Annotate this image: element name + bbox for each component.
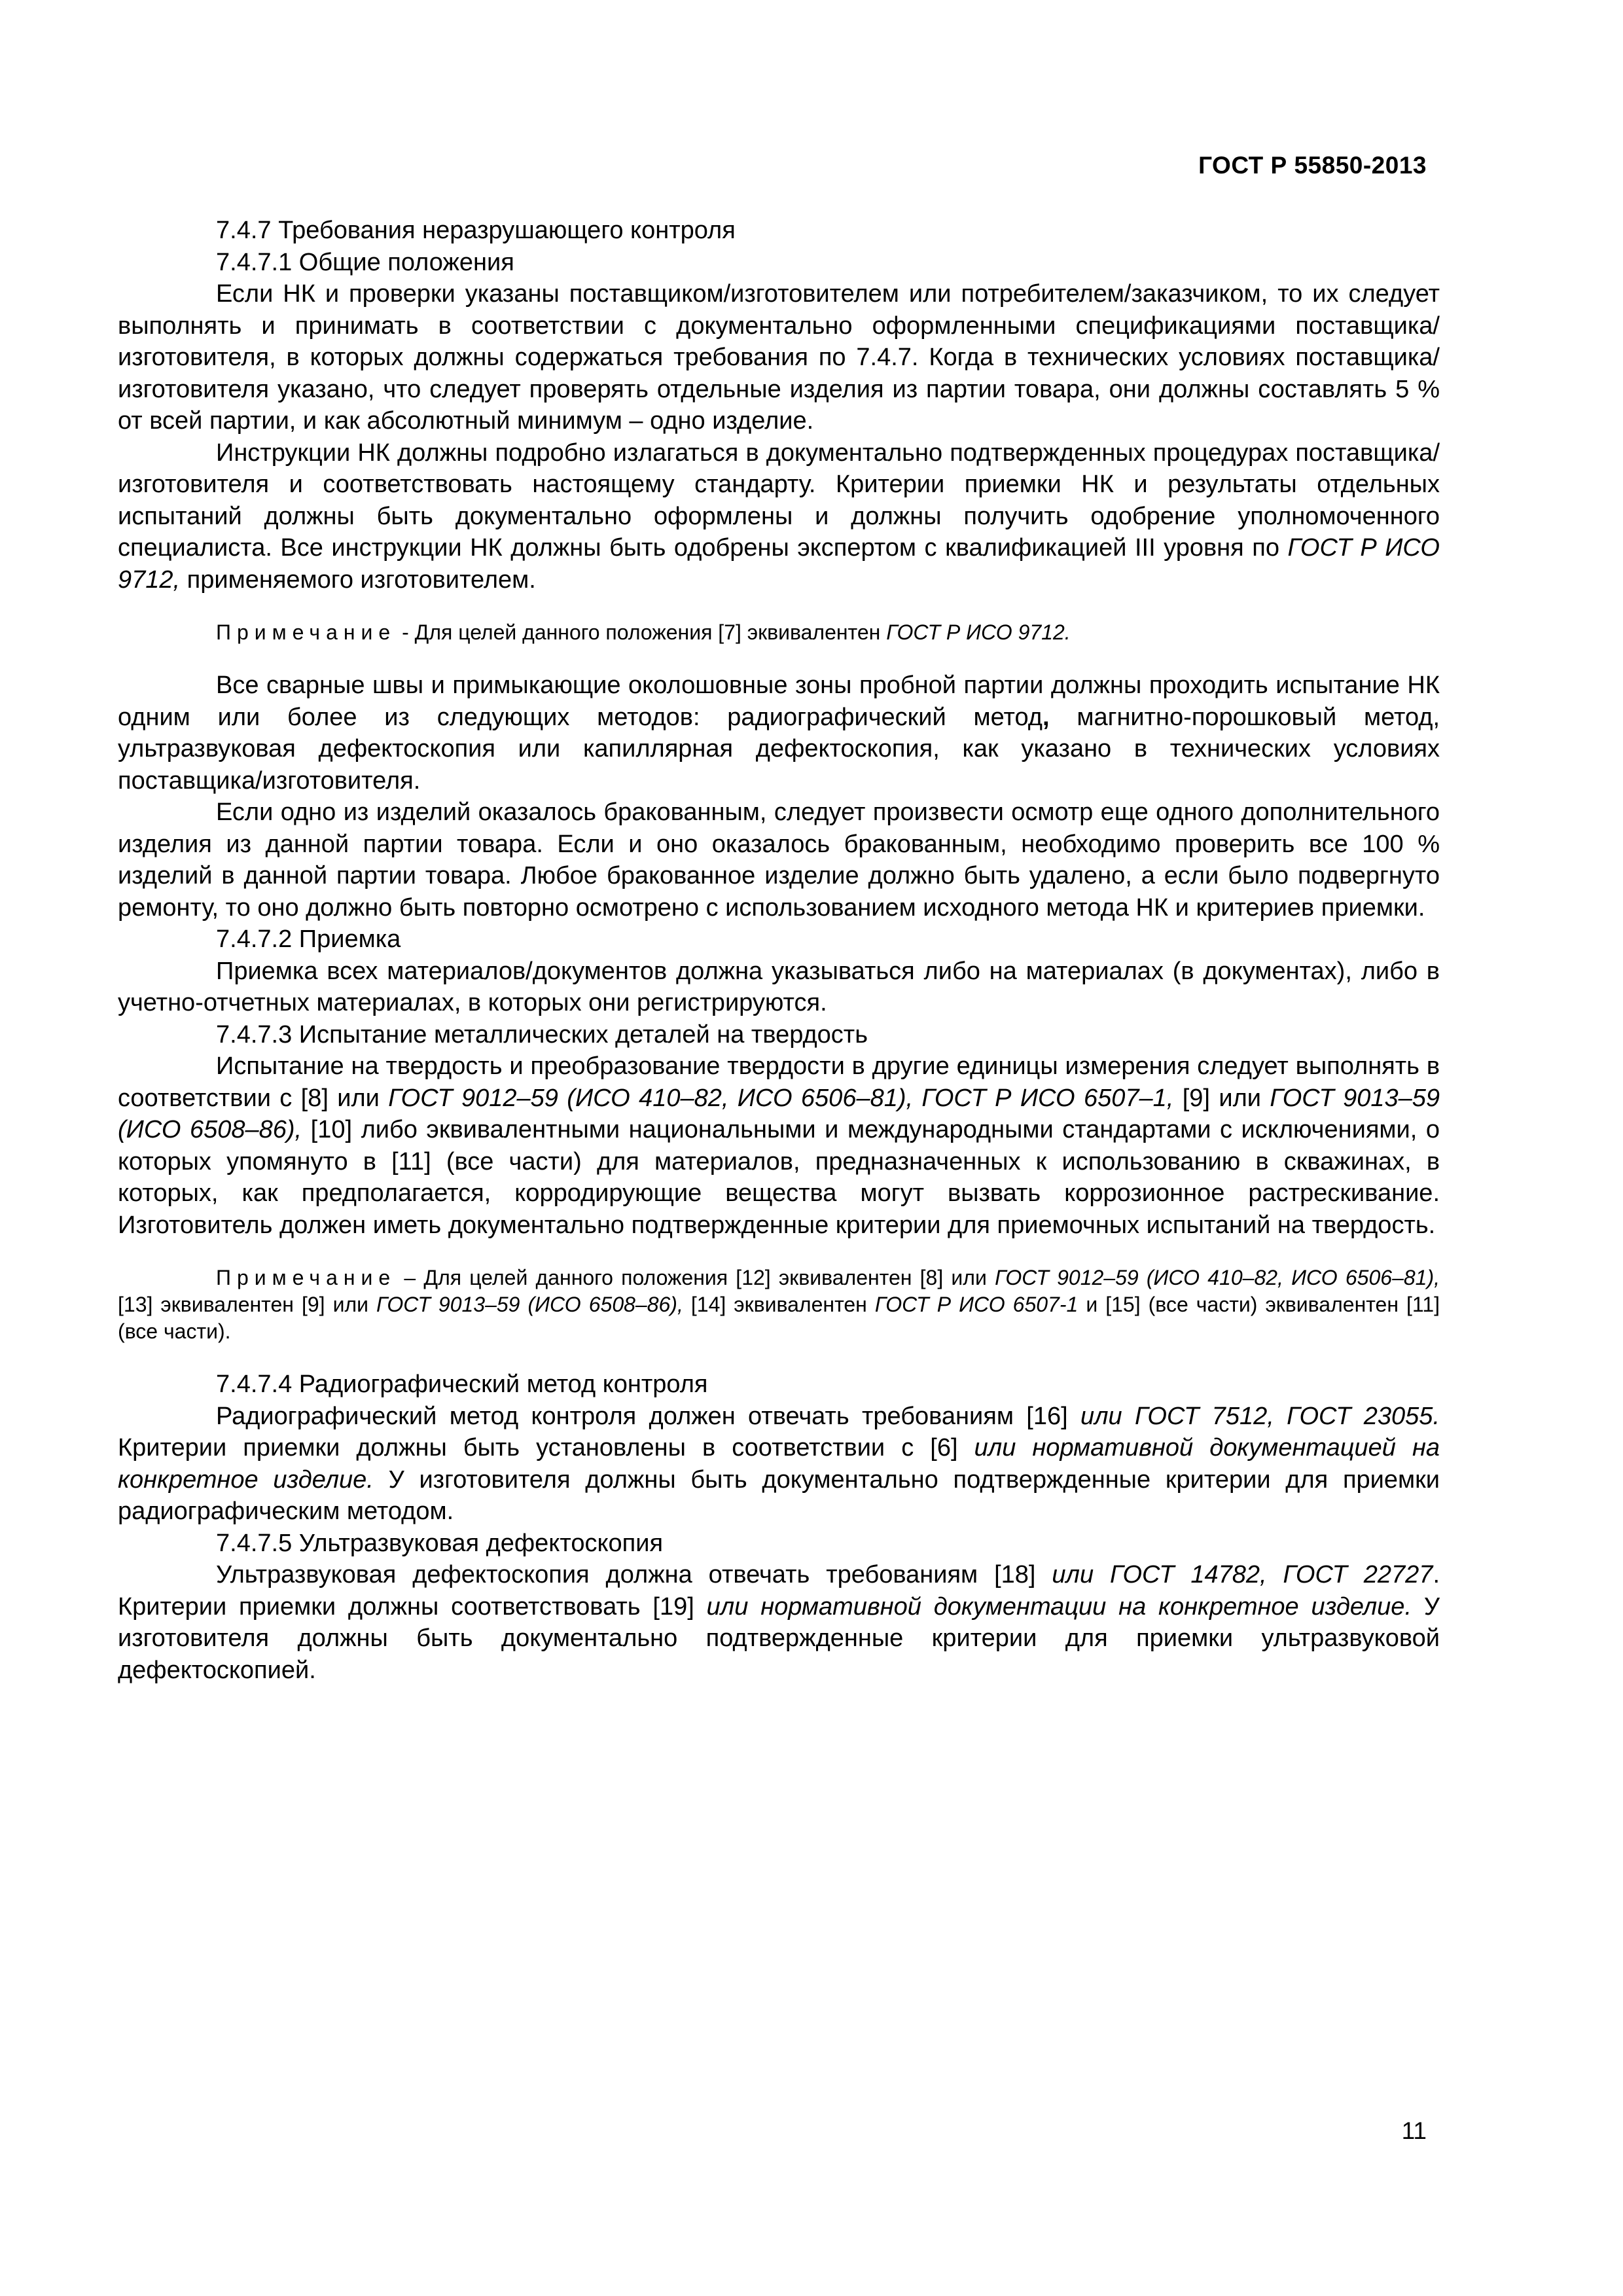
paragraph-nk-instructions: Инструкции НК должны подробно излагаться в документально подтвержденных процедурах поставщика/изготовителя и соответствовать настоящему стандарту. Критерии приемки НК и результаты отдельных испытаний должны быть документально оформлены и должны получить одобрение уполномоченного специалиста. Все инструкции НК должны быть одобрены экспертом с квалификацией III уровня по ГОСТ Р ИСО 9712, применяемого изготовителем. xyxy=(118,439,1440,594)
paragraph-hardness-testing: Испытание на твердость и преобразование твердости в другие единицы измерения следует выполнять в соответствии с [8] или ГОСТ 9012–59 (ИСО 410–82, ИСО 6506–81), ГОСТ Р ИСО 6507–1, [9] или ГОСТ 9013–59 (ИСО 6508–86), [10] либо эквивалентными национальными и международными стандартами с исключениями, о которых упомянуто в [11] (все части) для материалов, предназначенных к использованию в скважинах, в которых, как предполагается, корродирующие вещества могут вызвать коррозионное растрескивание. Изготовитель должен иметь документально подтвержденные критерии для приемочных испытаний на твердость. xyxy=(118,1052,1440,1239)
paragraph-weld-testing: Все сварные швы и примыкающие околошовные зоны пробной партии должны проходить испытание НК одним или более из следующих методов: радиографический метод, магнитно-порошковый метод, ультразвуковая дефектоскопия или капиллярная дефектоскопия, как указано в технических условиях поставщика/изготовителя. xyxy=(118,672,1440,795)
document-header: ГОСТ Р 55850-2013 xyxy=(1198,152,1427,179)
note-1: Примечание - Для целей данного положения [7] эквивалентен ГОСТ Р ИСО 9712. xyxy=(216,620,1071,644)
page-number: 11 xyxy=(1401,2117,1427,2144)
note-label: Примечание xyxy=(216,1266,397,1289)
document-body xyxy=(118,215,1440,1686)
paragraph-nk-requirements: Если НК и проверки указаны поставщиком/изготовителем или потребителем/заказчиком, то их следует выполнять и принимать в соответствии с документально оформленными спецификациями поставщика/изготовителя, в которых должны содержаться требования по 7.4.7. Когда в технических условиях поставщика/изготовителя указано, что следует проверять отдельные изделия из партии товара, они должны составлять 5 % от всей партии, и как абсолютный минимум – одно изделие. xyxy=(118,280,1440,435)
section-7-4-7-4-title: 7.4.7.4 Радиографический метод контроля xyxy=(216,1371,708,1398)
section-7-4-7-title: 7.4.7 Требования неразрушающего контроля xyxy=(216,217,736,244)
section-7-4-7-1-title: 7.4.7.1 Общие положения xyxy=(216,248,514,276)
section-7-4-7-5-title: 7.4.7.5 Ультразвуковая дефектоскопия xyxy=(216,1529,664,1557)
paragraph-acceptance: Приемка всех материалов/документов должна указываться либо на материалах (в документах), либо в учетно-отчетных материалах, в которых они регистрируются. xyxy=(118,957,1440,1016)
paragraph-ultrasonic: Ультразвуковая дефектоскопия должна отвечать требованиям [18] или ГОСТ 14782, ГОСТ 22727. Критерии приемки должны соответствовать [19] или нормативной документации на конкретное изделие. У изготовителя должны быть документально подтвержденные критерии для приемки ультразвуковой дефектоскопией. xyxy=(118,1561,1440,1684)
section-7-4-7-3-title: 7.4.7.3 Испытание металлических деталей на твердость xyxy=(216,1020,868,1049)
paragraph-radiographic: Радиографический метод контроля должен отвечать требованиям [16] или ГОСТ 7512, ГОСТ 23055. Критерии приемки должны быть установлены в соответствии с [6] или нормативной документацией на конкретное изделие. У изготовителя должны быть документально подтвержденные критерии для приемки радиографическим методом. xyxy=(118,1402,1440,1525)
note-label: Примечание xyxy=(216,620,397,644)
note-2: Примечание – Для целей данного положения [12] эквивалентен [8] или ГОСТ 9012–59 (ИСО 410–82, ИСО 6506–81), [13] эквивалентен [9] или ГОСТ 9013–59 (ИСО 6508–86), [14] эквивалентен ГОСТ Р ИСО 6507-1 и [15] (все части) эквивалентен [11] (все части). xyxy=(118,1266,1440,1343)
paragraph-defective-items: Если одно из изделий оказалось бракованным, следует произвести осмотр еще одного дополнительного изделия из данной партии товара. Если и оно оказалось бракованным, необходимо проверить все 100 % изделий в данной партии товара. Любое бракованное изделие должно быть удалено, а если было подвергнуто ремонту, то оно должно быть повторно осмотрено с использованием исходного метода НК и критериев приемки. xyxy=(118,798,1440,922)
section-7-4-7-2-title: 7.4.7.2 Приемка xyxy=(216,925,401,953)
